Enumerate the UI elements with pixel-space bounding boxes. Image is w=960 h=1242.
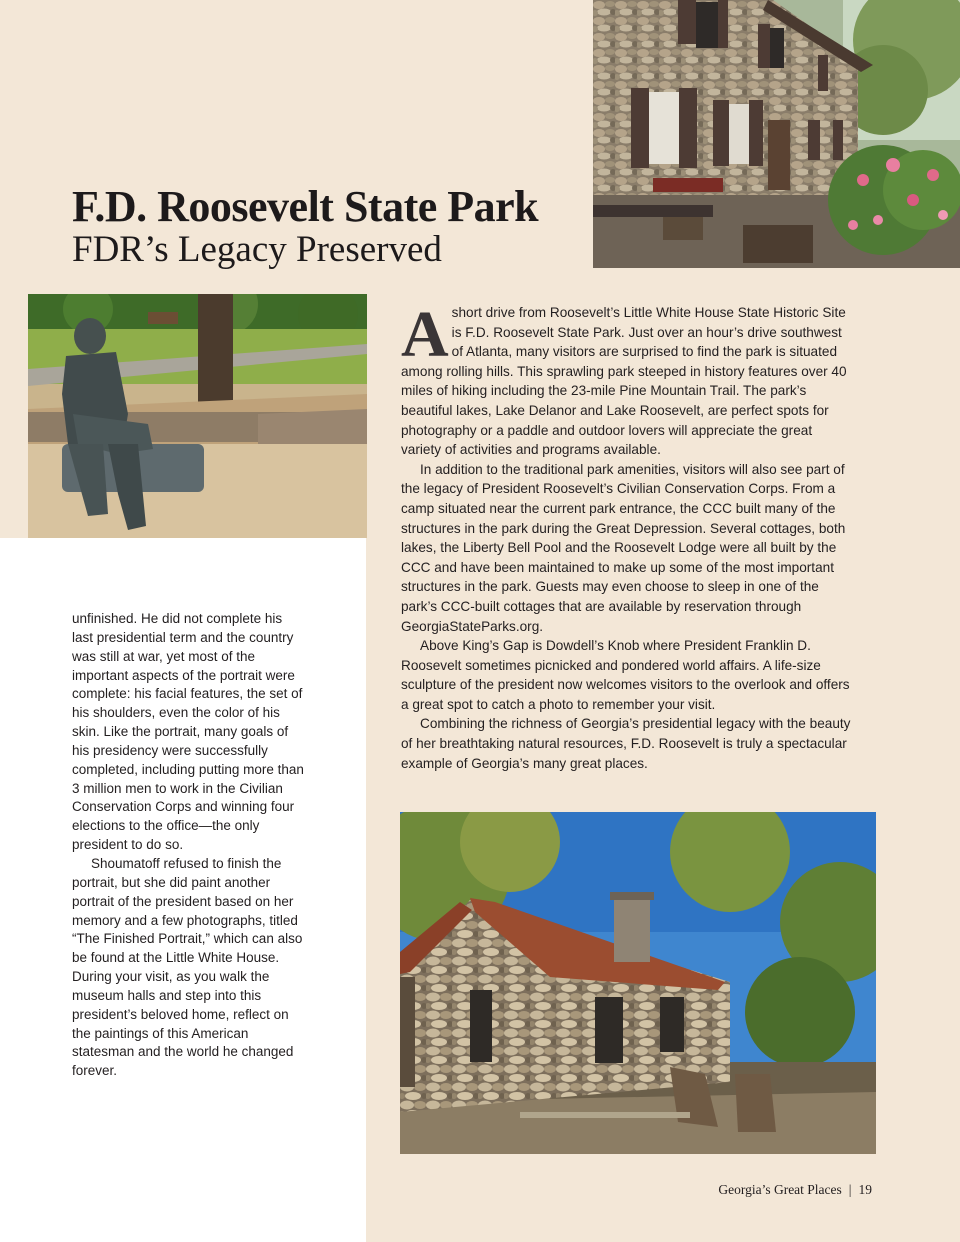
publication-name: Georgia’s Great Places [718, 1182, 842, 1197]
footer-separator: | [848, 1182, 852, 1197]
stone-building-photo [593, 0, 960, 268]
right-column [401, 298, 851, 773]
left-column [72, 610, 304, 1081]
page-title: F.D. Roosevelt State Park [72, 182, 539, 231]
page-number: 19 [858, 1182, 872, 1197]
right-paragraph-4: Combining the richness of Georgia’s presidential legacy with the beauty of her breathtaking natural resources, F.D. Roosevelt is truly a spectacular example of Georgia’s many great places. [401, 716, 851, 771]
left-paragraph-1: unfinished. He did not complete his last presidential term and the country was still at war, yet most of the important aspects of the portrait were complete: his facial features, the set of his shoulders, even the color of his skin. Like the portrait, many goals of his presidency were successfully completed, including putting more than 3 million men to work in the Civilian Conservation Corps and winning four elections to the office—the only president to do so. [72, 611, 304, 853]
right-paragraph-1-text: short drive from Roosevelt’s Little White House State Historic Site is F.D. Roosevelt State Park. Just over an hour’s drive southwest of Atlanta, many visitors are surprised to find the park is situated among rolling hills. This sprawling park steeped in history features over 40 miles of hiking including the 23-mile Pine Mountain Trail. The park’s beautiful lakes, Lake Delanor and Lake Roosevelt, are perfect spots for photography or a paddle and outdoor lovers will appreciate the great variety of activities and programs available. [401, 305, 847, 458]
drop-cap: A [401, 298, 449, 371]
page-subtitle: FDR’s Legacy Preserved [72, 229, 442, 270]
page-footer [718, 1182, 872, 1198]
right-paragraph-1 [401, 298, 851, 460]
right-paragraph-2: In addition to the traditional park amenities, visitors will also see part of the legacy of President Roosevelt’s Civilian Conservation Corps. From a camp situated near the current park entrance, the CCC built many of the structures in the park during the Great Depression. Several cottages, both lakes, the Liberty Bell Pool and the Roosevelt Lodge were all built by the CCC and have been maintained to make up some of the most important structures in the park. Guests may even choose to sleep in one of the park’s CCC-built cottages that are available by reservation through GeorgiaStateParks.org. [401, 461, 846, 634]
left-paragraph-2: Shoumatoff refused to finish the portrait, but she did paint another portrait of the president based on her memory and a few photographs, titled “The Finished Portrait,” which can also be found at the Little White House. During your visit, as you walk the museum halls and step into this president’s beloved home, reflect on the paintings of this American statesman and the world he changed forever. [72, 855, 303, 1079]
fdr-statue-photo [28, 294, 367, 538]
stone-cottage-photo [400, 812, 876, 1154]
right-paragraph-3: Above King’s Gap is Dowdell’s Knob where President Franklin D. Roosevelt sometimes picnicked and pondered world affairs. A life-size sculpture of the president now welcomes visitors to the overlook and offers a great spot to catch a photo to remember your visit. [401, 638, 850, 712]
